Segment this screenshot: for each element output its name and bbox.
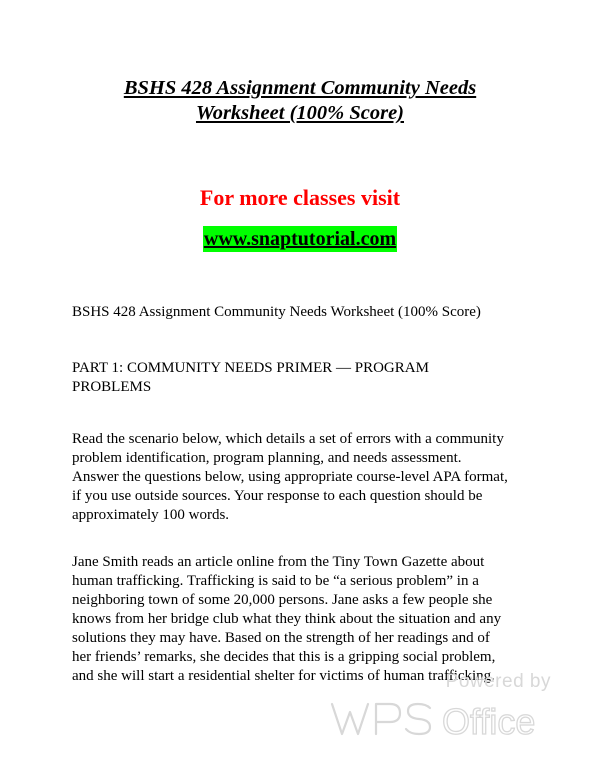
link-container — [60, 226, 540, 252]
instructions-line: approximately 100 words. — [72, 507, 230, 523]
instructions-line: if you use outside sources. Your response to each question should be — [72, 488, 483, 504]
scenario-line: and she will start a residential shelter for victims of human trafficking. — [72, 668, 495, 684]
scenario-line: knows from her bridge club what they think about the situation and any — [72, 611, 502, 627]
title-line-1: BSHS 428 Assignment Community Needs — [123, 77, 477, 99]
instructions-paragraph — [72, 430, 542, 525]
scenario-line: Jane Smith reads an article online from the Tiny Town Gazette about — [72, 554, 485, 570]
document-title — [60, 76, 540, 126]
wps-office-logo-icon — [330, 700, 552, 738]
watermark-office-word: Office — [442, 701, 536, 738]
watermark-powered-by: Powered by — [445, 671, 551, 692]
scenario-paragraph — [72, 553, 542, 686]
title-line-2: Worksheet (100% Score) — [195, 102, 404, 124]
promo-text: For more classes visit — [199, 185, 401, 210]
part-heading-line-1: PART 1: COMMUNITY NEEDS PRIMER ― PROGRAM — [72, 360, 429, 376]
snaptutorial-link[interactable]: www.snaptutorial.com — [203, 228, 397, 250]
scenario-line: human trafficking. Trafficking is said to be “a serious problem” in a — [72, 573, 479, 589]
scenario-line: neighboring town of some 20,000 persons. Jane asks a few people she — [72, 592, 493, 608]
scenario-line: solutions they may have. Based on the strength of her readings and of — [72, 630, 490, 646]
part-heading-line-2: PROBLEMS — [72, 379, 152, 395]
instructions-line: Read the scenario below, which details a set of errors with a community — [72, 431, 504, 447]
instructions-line: Answer the questions below, using appropriate course-level APA format, — [72, 469, 508, 485]
scenario-line: her friends’ remarks, she decides that this is a gripping social problem, — [72, 649, 496, 665]
subtitle-text: BSHS 428 Assignment Community Needs Worksheet (100% Score) — [72, 304, 481, 320]
instructions-line: problem identification, program planning, and needs assessment. — [72, 450, 462, 466]
part-heading — [72, 359, 542, 397]
document-subtitle — [72, 303, 542, 322]
